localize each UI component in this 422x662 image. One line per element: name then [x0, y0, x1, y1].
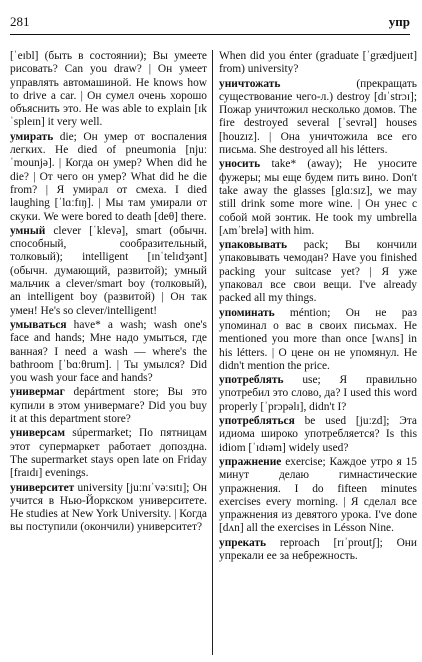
right-column — [219, 50, 417, 660]
dictionary-entry — [10, 225, 207, 318]
entry-headword: умный — [10, 224, 46, 237]
entry-headword: упаковывать — [219, 239, 287, 252]
entry-headword: универсам — [10, 427, 66, 440]
entry-text: use; Я правильно употребил это слово, да? I used this word properly [ˈprɔpəlɪ], didn't I? — [219, 374, 417, 413]
dictionary-entry — [219, 158, 417, 238]
entry-text: exercise; Каждое утро я 15 минут делаю гимнастические упражнения. I do fifteen minutes exercises every morning. | Я сделал все упражнения из девятого урока. I've done [dʌn] all the exercises in Lésson Nine. — [219, 455, 417, 535]
dictionary-entry — [10, 319, 207, 385]
entry-text: be used [juːzd]; Эта идиома широко употребляется? Is this idiom [ˈɪdɪəm] widely used? — [219, 415, 417, 454]
entry-headword: универмаг — [10, 386, 65, 399]
dictionary-entry — [219, 415, 417, 455]
entry-text: die; Он умер от воспаления легких. He died of pneumonia [njuːˈmounjə]. | Когда он умер? When did he die? | От чего он умер? What did he die from? | Я умирал от смеха. I died laughing [ˈlɑːfɪŋ]. | Мы там умирали от скуки. We were bored to death [deθ] there. — [10, 130, 207, 223]
entry-headword: упрекать — [219, 536, 267, 549]
entry-text: clever [ˈklevə], smart (обычн. способный, сообразительный, толковый); intelligent [ɪnˈtelɪdʒənt] (обычн. думающий, развитой); умный мальчик a clever/smart boy (толковый), an intelligent boy (развитой) | Он так умен! He's so clever/intelligent! — [10, 224, 207, 317]
column-divider — [212, 50, 213, 655]
running-head: упр — [388, 14, 410, 29]
dictionary-entry — [219, 537, 417, 564]
entry-headword: уносить — [219, 158, 261, 171]
header-rule — [10, 34, 410, 35]
entry-text: depártment store; Вы это купили в этом универмаге? Did you buy it at this department store? — [10, 386, 207, 426]
page-number: 281 — [10, 14, 30, 29]
dictionary-entry — [10, 386, 207, 426]
entry-text: university [juːnɪˈvəːsɪtɪ]; Он учится в Нью-Йоркском университете. He studies at New York University. | Когда вы поступили (окончили) университет? — [10, 481, 207, 534]
entry-headword: уничтожать — [219, 77, 281, 90]
entry-text: méntion; Он не раз упоминал о вас в своих письмах. He mentioned you more than once [wʌns] in his létters. | О цене он не упомянул. He didn't mention the price. — [219, 306, 417, 372]
entry-text: When did you énter (graduate [ˈgrædjueɪt] from) university? — [219, 50, 417, 76]
entry-headword: упражнение — [219, 455, 282, 468]
dictionary-entry — [219, 456, 417, 536]
left-column — [10, 50, 207, 660]
entry-headword: умирать — [10, 130, 54, 143]
entry-text: pack; Вы кончили упаковывать чемодан? Have you finished packing your suitcase yet? | Я уже упаковал все свои вещи. I've already packed all my things. — [219, 239, 417, 305]
entry-headword: умываться — [10, 318, 67, 331]
entry-headword: употребляться — [219, 415, 295, 428]
entry-text: súpermarket; По пятницам этот супермаркет работает допоздна. The supermarket stays open late on Friday [fraɪdɪ] evenings. — [10, 427, 207, 480]
page-header — [10, 10, 410, 36]
dictionary-entry — [219, 307, 417, 373]
entry-text: (прекращать существование чего-л.) destroy [dɪˈstrɔɪ]; Пожар уничтожил несколько домов. The fire destroyed several [ˈsevrəl] houses [houzɪz]. | Она уничтожила все его письма. She destroyed all his létters. — [219, 77, 417, 157]
dictionary-entry — [219, 50, 417, 77]
dictionary-entry — [219, 374, 417, 414]
entry-headword: употреблять — [219, 374, 284, 387]
entry-text: take* (away); Не уносите фужеры; мы еще будем пить вино. Don't take away the glasses [glɑːsɪz], we may still drink some more wine. | Он унес с собой мой зонтик. He took my umbrella [ʌmˈbrelə] with him. — [219, 158, 417, 237]
entry-text: reproach [rɪˈproutʃ]; Они упрекали ее за небрежность. — [219, 536, 417, 562]
dictionary-entry — [219, 239, 417, 305]
dictionary-entry — [219, 78, 417, 158]
entry-text: have* a wash; wash one's face and hands; Мне надо умыться, где ванная? I need a wash — where's the bathroom [ˈbɑːθrum]. | Ты умылся? Did you wash your face and hands? — [10, 318, 207, 385]
dictionary-entry — [10, 50, 207, 130]
entry-text: [ˈeɪbl] (быть в состоянии); Вы умеете рисовать? Can you draw? | Он умеет управлять автомашиной. He knows how to drive a car. | Он сумел очень хорошо объяснить это. He was able to explain [ɪkˈspleɪn] it very well. — [10, 50, 207, 129]
dictionary-entry — [10, 482, 207, 535]
dictionary-entry — [10, 131, 207, 224]
entry-headword: университет — [10, 481, 75, 494]
dictionary-entry — [10, 427, 207, 480]
entry-headword: упоминать — [219, 306, 275, 319]
